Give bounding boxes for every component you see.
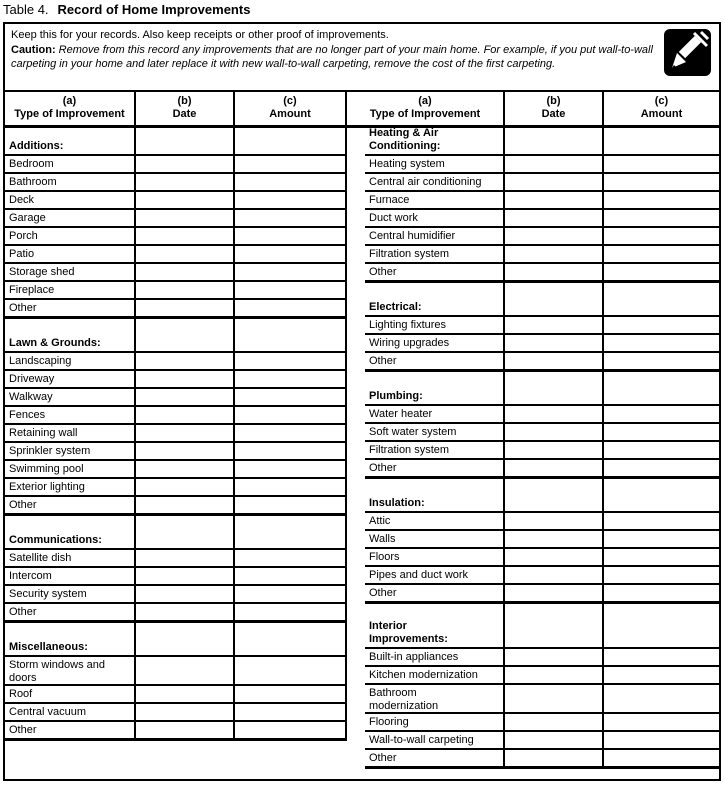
- improvement-label: Storage shed: [5, 264, 136, 280]
- date-cell: [505, 353, 604, 369]
- date-cell: [505, 228, 604, 244]
- improvement-label: Other: [365, 353, 505, 369]
- table-row: [5, 353, 345, 371]
- section-label: Additions:: [5, 128, 136, 154]
- date-cell: [505, 335, 604, 351]
- amount-cell: [604, 128, 719, 154]
- improvement-label: Bathroom modernization: [365, 685, 505, 712]
- date-cell: [505, 442, 604, 458]
- amount-cell: [235, 156, 345, 172]
- date-cell: [505, 128, 604, 154]
- improvement-label: Fireplace: [5, 282, 136, 298]
- improvement-label: Heating system: [365, 156, 505, 172]
- right-table-body: [365, 128, 719, 769]
- date-cell: [505, 317, 604, 333]
- amount-cell: [235, 353, 345, 369]
- date-cell: [505, 567, 604, 583]
- improvement-label: Satellite dish: [5, 550, 136, 566]
- improvement-label: Furnace: [365, 192, 505, 208]
- caution-text: Remove from this record any improvements that are no longer part of your main home. For example, if you put wall-to-wall carpeting in your home and later replace it with new wall-to-wall carpeting, remove the cost of the first carpeting.: [11, 43, 653, 70]
- pencil-icon: [664, 29, 711, 76]
- date-cell: [136, 479, 235, 495]
- section-row: [365, 372, 719, 406]
- header-col-a-left: [5, 92, 136, 125]
- date-cell: [136, 657, 235, 684]
- table-row: [365, 750, 719, 769]
- improvement-label: Filtration system: [365, 442, 505, 458]
- improvement-label: Wiring upgrades: [365, 335, 505, 351]
- amount-cell: [235, 479, 345, 495]
- table-row: [5, 282, 345, 300]
- table-row: [365, 513, 719, 531]
- header-col-c-right: [604, 92, 719, 125]
- amount-cell: [235, 282, 345, 298]
- improvement-label: Walkway: [5, 389, 136, 405]
- section-row: [365, 479, 719, 513]
- improvement-label: Central air conditioning: [365, 174, 505, 190]
- section-row: [5, 319, 345, 353]
- date-cell: [505, 750, 604, 766]
- date-cell: [136, 264, 235, 280]
- improvement-label: Built-in appliances: [365, 649, 505, 665]
- improvement-label: Security system: [5, 586, 136, 602]
- date-cell: [136, 686, 235, 702]
- section-label: Interior Improvements:: [365, 604, 505, 647]
- date-cell: [136, 319, 235, 351]
- date-cell: [136, 568, 235, 584]
- date-cell: [136, 722, 235, 738]
- improvement-label: Walls: [365, 531, 505, 547]
- table-row: [5, 722, 345, 741]
- section-label: Lawn & Grounds:: [5, 319, 136, 351]
- amount-cell: [235, 174, 345, 190]
- date-cell: [505, 174, 604, 190]
- amount-cell: [604, 228, 719, 244]
- table-row: [5, 686, 345, 704]
- amount-cell: [604, 156, 719, 172]
- date-cell: [505, 513, 604, 529]
- date-cell: [136, 353, 235, 369]
- improvement-label: Floors: [365, 549, 505, 565]
- table-row: [365, 585, 719, 604]
- date-cell: [505, 685, 604, 712]
- header-a-label: Type of Improvement: [14, 108, 125, 120]
- improvement-label: Central vacuum: [5, 704, 136, 720]
- page-title: [3, 2, 250, 17]
- amount-cell: [604, 714, 719, 730]
- improvement-label: Other: [5, 722, 136, 738]
- amount-cell: [604, 732, 719, 748]
- amount-cell: [604, 460, 719, 476]
- date-cell: [136, 497, 235, 513]
- date-cell: [136, 282, 235, 298]
- amount-cell: [235, 210, 345, 226]
- header-col-a-right: [347, 92, 505, 125]
- date-cell: [505, 667, 604, 683]
- table-row: [5, 604, 345, 623]
- table-row: [5, 300, 345, 319]
- date-cell: [505, 283, 604, 315]
- amount-cell: [604, 264, 719, 280]
- table-row: [365, 567, 719, 585]
- table-row: [5, 210, 345, 228]
- date-cell: [136, 623, 235, 655]
- date-cell: [505, 649, 604, 665]
- table-row: [365, 228, 719, 246]
- amount-cell: [604, 604, 719, 647]
- table-row: [5, 443, 345, 461]
- improvement-label: Driveway: [5, 371, 136, 387]
- improvement-label: Other: [365, 750, 505, 766]
- date-cell: [136, 192, 235, 208]
- amount-cell: [235, 319, 345, 351]
- date-cell: [136, 604, 235, 620]
- date-cell: [136, 516, 235, 548]
- improvement-label: Exterior lighting: [5, 479, 136, 495]
- table-row: [5, 371, 345, 389]
- table-row: [5, 568, 345, 586]
- improvement-label: Filtration system: [365, 246, 505, 262]
- section-row: [365, 128, 719, 156]
- section-row: [365, 604, 719, 649]
- table-row: [365, 649, 719, 667]
- improvement-label: Retaining wall: [5, 425, 136, 441]
- amount-cell: [235, 128, 345, 154]
- table-row: [5, 174, 345, 192]
- amount-cell: [604, 513, 719, 529]
- date-cell: [505, 156, 604, 172]
- amount-cell: [235, 722, 345, 738]
- table-row: [365, 531, 719, 549]
- header-c-label: Amount: [640, 108, 683, 120]
- header-b-label: Date: [541, 108, 566, 120]
- table-row: [365, 442, 719, 460]
- date-cell: [505, 732, 604, 748]
- table-row: [5, 228, 345, 246]
- improvement-label: Pipes and duct work: [365, 567, 505, 583]
- amount-cell: [235, 371, 345, 387]
- date-cell: [136, 228, 235, 244]
- date-cell: [505, 192, 604, 208]
- improvement-label: Other: [365, 460, 505, 476]
- date-cell: [505, 372, 604, 404]
- improvement-label: Roof: [5, 686, 136, 702]
- amount-cell: [604, 531, 719, 547]
- table-title: Record of Home Improvements: [57, 2, 251, 17]
- amount-cell: [604, 750, 719, 766]
- date-cell: [136, 128, 235, 154]
- amount-cell: [235, 228, 345, 244]
- header-a-letter: (a): [418, 95, 432, 107]
- amount-cell: [604, 353, 719, 369]
- improvement-label: Other: [5, 497, 136, 513]
- header-c-letter: (c): [283, 95, 297, 107]
- amount-cell: [604, 424, 719, 440]
- amount-cell: [604, 442, 719, 458]
- amount-cell: [235, 704, 345, 720]
- date-cell: [505, 210, 604, 226]
- table-row: [365, 424, 719, 442]
- amount-cell: [604, 685, 719, 712]
- left-table-body: [5, 128, 347, 741]
- improvement-label: Other: [365, 264, 505, 280]
- improvement-label: Attic: [365, 513, 505, 529]
- date-cell: [505, 531, 604, 547]
- amount-cell: [235, 246, 345, 262]
- amount-cell: [604, 567, 719, 583]
- improvement-label: Sprinkler system: [5, 443, 136, 459]
- date-cell: [136, 210, 235, 226]
- table-row: [5, 550, 345, 568]
- improvement-label: Swimming pool: [5, 461, 136, 477]
- improvement-label: Bedroom: [5, 156, 136, 172]
- table-number: Table 4.: [3, 2, 49, 17]
- table-row: [5, 192, 345, 210]
- improvement-label: Water heater: [365, 406, 505, 422]
- amount-cell: [235, 389, 345, 405]
- header-a-label: Type of Improvement: [369, 108, 481, 120]
- intro-text: [11, 28, 655, 72]
- section-label: Electrical:: [365, 283, 505, 315]
- date-cell: [505, 714, 604, 730]
- date-cell: [136, 300, 235, 316]
- date-cell: [136, 425, 235, 441]
- amount-cell: [235, 443, 345, 459]
- improvement-label: Other: [5, 604, 136, 620]
- table-row: [5, 461, 345, 479]
- improvement-label: Storm windows and doors: [5, 657, 136, 684]
- table-row: [365, 406, 719, 424]
- amount-cell: [235, 586, 345, 602]
- amount-cell: [604, 283, 719, 315]
- table-row: [5, 425, 345, 443]
- amount-cell: [604, 210, 719, 226]
- amount-cell: [235, 604, 345, 620]
- improvement-label: Garage: [5, 210, 136, 226]
- amount-cell: [235, 300, 345, 316]
- table-row: [365, 353, 719, 372]
- table-row: [5, 657, 345, 686]
- date-cell: [505, 406, 604, 422]
- section-row: [365, 283, 719, 317]
- date-cell: [505, 460, 604, 476]
- header-col-c-left: [235, 92, 347, 125]
- date-cell: [136, 704, 235, 720]
- table-row: [5, 407, 345, 425]
- date-cell: [136, 407, 235, 423]
- table-row: [365, 732, 719, 750]
- date-cell: [136, 443, 235, 459]
- date-cell: [505, 424, 604, 440]
- amount-cell: [235, 264, 345, 280]
- date-cell: [136, 550, 235, 566]
- improvement-label: Soft water system: [365, 424, 505, 440]
- table-row: [365, 667, 719, 685]
- table-row: [5, 479, 345, 497]
- section-label: Communications:: [5, 516, 136, 548]
- section-label: Insulation:: [365, 479, 505, 511]
- amount-cell: [235, 192, 345, 208]
- table-row: [5, 704, 345, 722]
- date-cell: [505, 264, 604, 280]
- improvement-label: Wall-to-wall carpeting: [365, 732, 505, 748]
- table-row: [365, 210, 719, 228]
- improvement-label: Duct work: [365, 210, 505, 226]
- table-row: [365, 335, 719, 353]
- section-label: Miscellaneous:: [5, 623, 136, 655]
- amount-cell: [235, 425, 345, 441]
- date-cell: [136, 246, 235, 262]
- amount-cell: [604, 192, 719, 208]
- amount-cell: [604, 667, 719, 683]
- header-col-b-left: [136, 92, 235, 125]
- header-c-letter: (c): [654, 95, 669, 107]
- table-row: [365, 264, 719, 283]
- improvement-label: Central humidifier: [365, 228, 505, 244]
- improvement-label: Lighting fixtures: [365, 317, 505, 333]
- table-row: [365, 317, 719, 335]
- section-label: Heating & Air Conditioning:: [365, 128, 505, 154]
- header-b-letter: (b): [177, 95, 192, 107]
- amount-cell: [604, 406, 719, 422]
- improvement-label: Patio: [5, 246, 136, 262]
- improvement-label: Deck: [5, 192, 136, 208]
- improvement-label: Other: [365, 585, 505, 601]
- amount-cell: [235, 516, 345, 548]
- section-row: [5, 623, 345, 657]
- table-row: [5, 497, 345, 516]
- header-b-letter: (b): [546, 95, 561, 107]
- table-row: [365, 549, 719, 567]
- table-row: [5, 264, 345, 282]
- date-cell: [136, 371, 235, 387]
- amount-cell: [604, 335, 719, 351]
- improvement-label: Kitchen modernization: [365, 667, 505, 683]
- date-cell: [136, 586, 235, 602]
- amount-cell: [604, 317, 719, 333]
- table-row: [365, 174, 719, 192]
- date-cell: [505, 246, 604, 262]
- table-row: [5, 246, 345, 264]
- caution-line: [11, 43, 655, 72]
- table-row: [365, 714, 719, 732]
- table-row: [365, 246, 719, 264]
- section-row: [5, 128, 345, 156]
- header-b-label: Date: [172, 108, 197, 120]
- table-row: [365, 192, 719, 210]
- improvement-label: Landscaping: [5, 353, 136, 369]
- amount-cell: [604, 372, 719, 404]
- table-header: [5, 90, 719, 128]
- date-cell: [136, 156, 235, 172]
- amount-cell: [604, 649, 719, 665]
- amount-cell: [235, 686, 345, 702]
- amount-cell: [235, 461, 345, 477]
- table-row: [5, 586, 345, 604]
- keep-records-line: Keep this for your records. Also keep receipts or other proof of improvements.: [11, 29, 389, 41]
- section-row: [5, 516, 345, 550]
- header-col-b-right: [505, 92, 604, 125]
- improvement-label: Intercom: [5, 568, 136, 584]
- improvement-label: Flooring: [365, 714, 505, 730]
- date-cell: [505, 604, 604, 647]
- date-cell: [136, 461, 235, 477]
- header-c-label: Amount: [269, 108, 311, 120]
- date-cell: [505, 585, 604, 601]
- improvement-label: Bathroom: [5, 174, 136, 190]
- amount-cell: [604, 585, 719, 601]
- amount-cell: [604, 246, 719, 262]
- date-cell: [505, 479, 604, 511]
- table-row: [5, 389, 345, 407]
- pencil-icon-svg: [664, 29, 711, 76]
- caution-label: Caution:: [11, 43, 56, 56]
- amount-cell: [604, 174, 719, 190]
- date-cell: [136, 174, 235, 190]
- improvement-label: Fences: [5, 407, 136, 423]
- table-row: [365, 685, 719, 714]
- amount-cell: [604, 479, 719, 511]
- amount-cell: [235, 623, 345, 655]
- amount-cell: [235, 407, 345, 423]
- table-row: [365, 156, 719, 174]
- table-row: [365, 460, 719, 479]
- amount-cell: [604, 549, 719, 565]
- amount-cell: [235, 497, 345, 513]
- table-row: [5, 156, 345, 174]
- amount-cell: [235, 550, 345, 566]
- section-label: Plumbing:: [365, 372, 505, 404]
- date-cell: [505, 549, 604, 565]
- date-cell: [136, 389, 235, 405]
- improvement-label: Other: [5, 300, 136, 316]
- header-a-letter: (a): [62, 95, 77, 107]
- amount-cell: [235, 657, 345, 684]
- improvement-label: Porch: [5, 228, 136, 244]
- amount-cell: [235, 568, 345, 584]
